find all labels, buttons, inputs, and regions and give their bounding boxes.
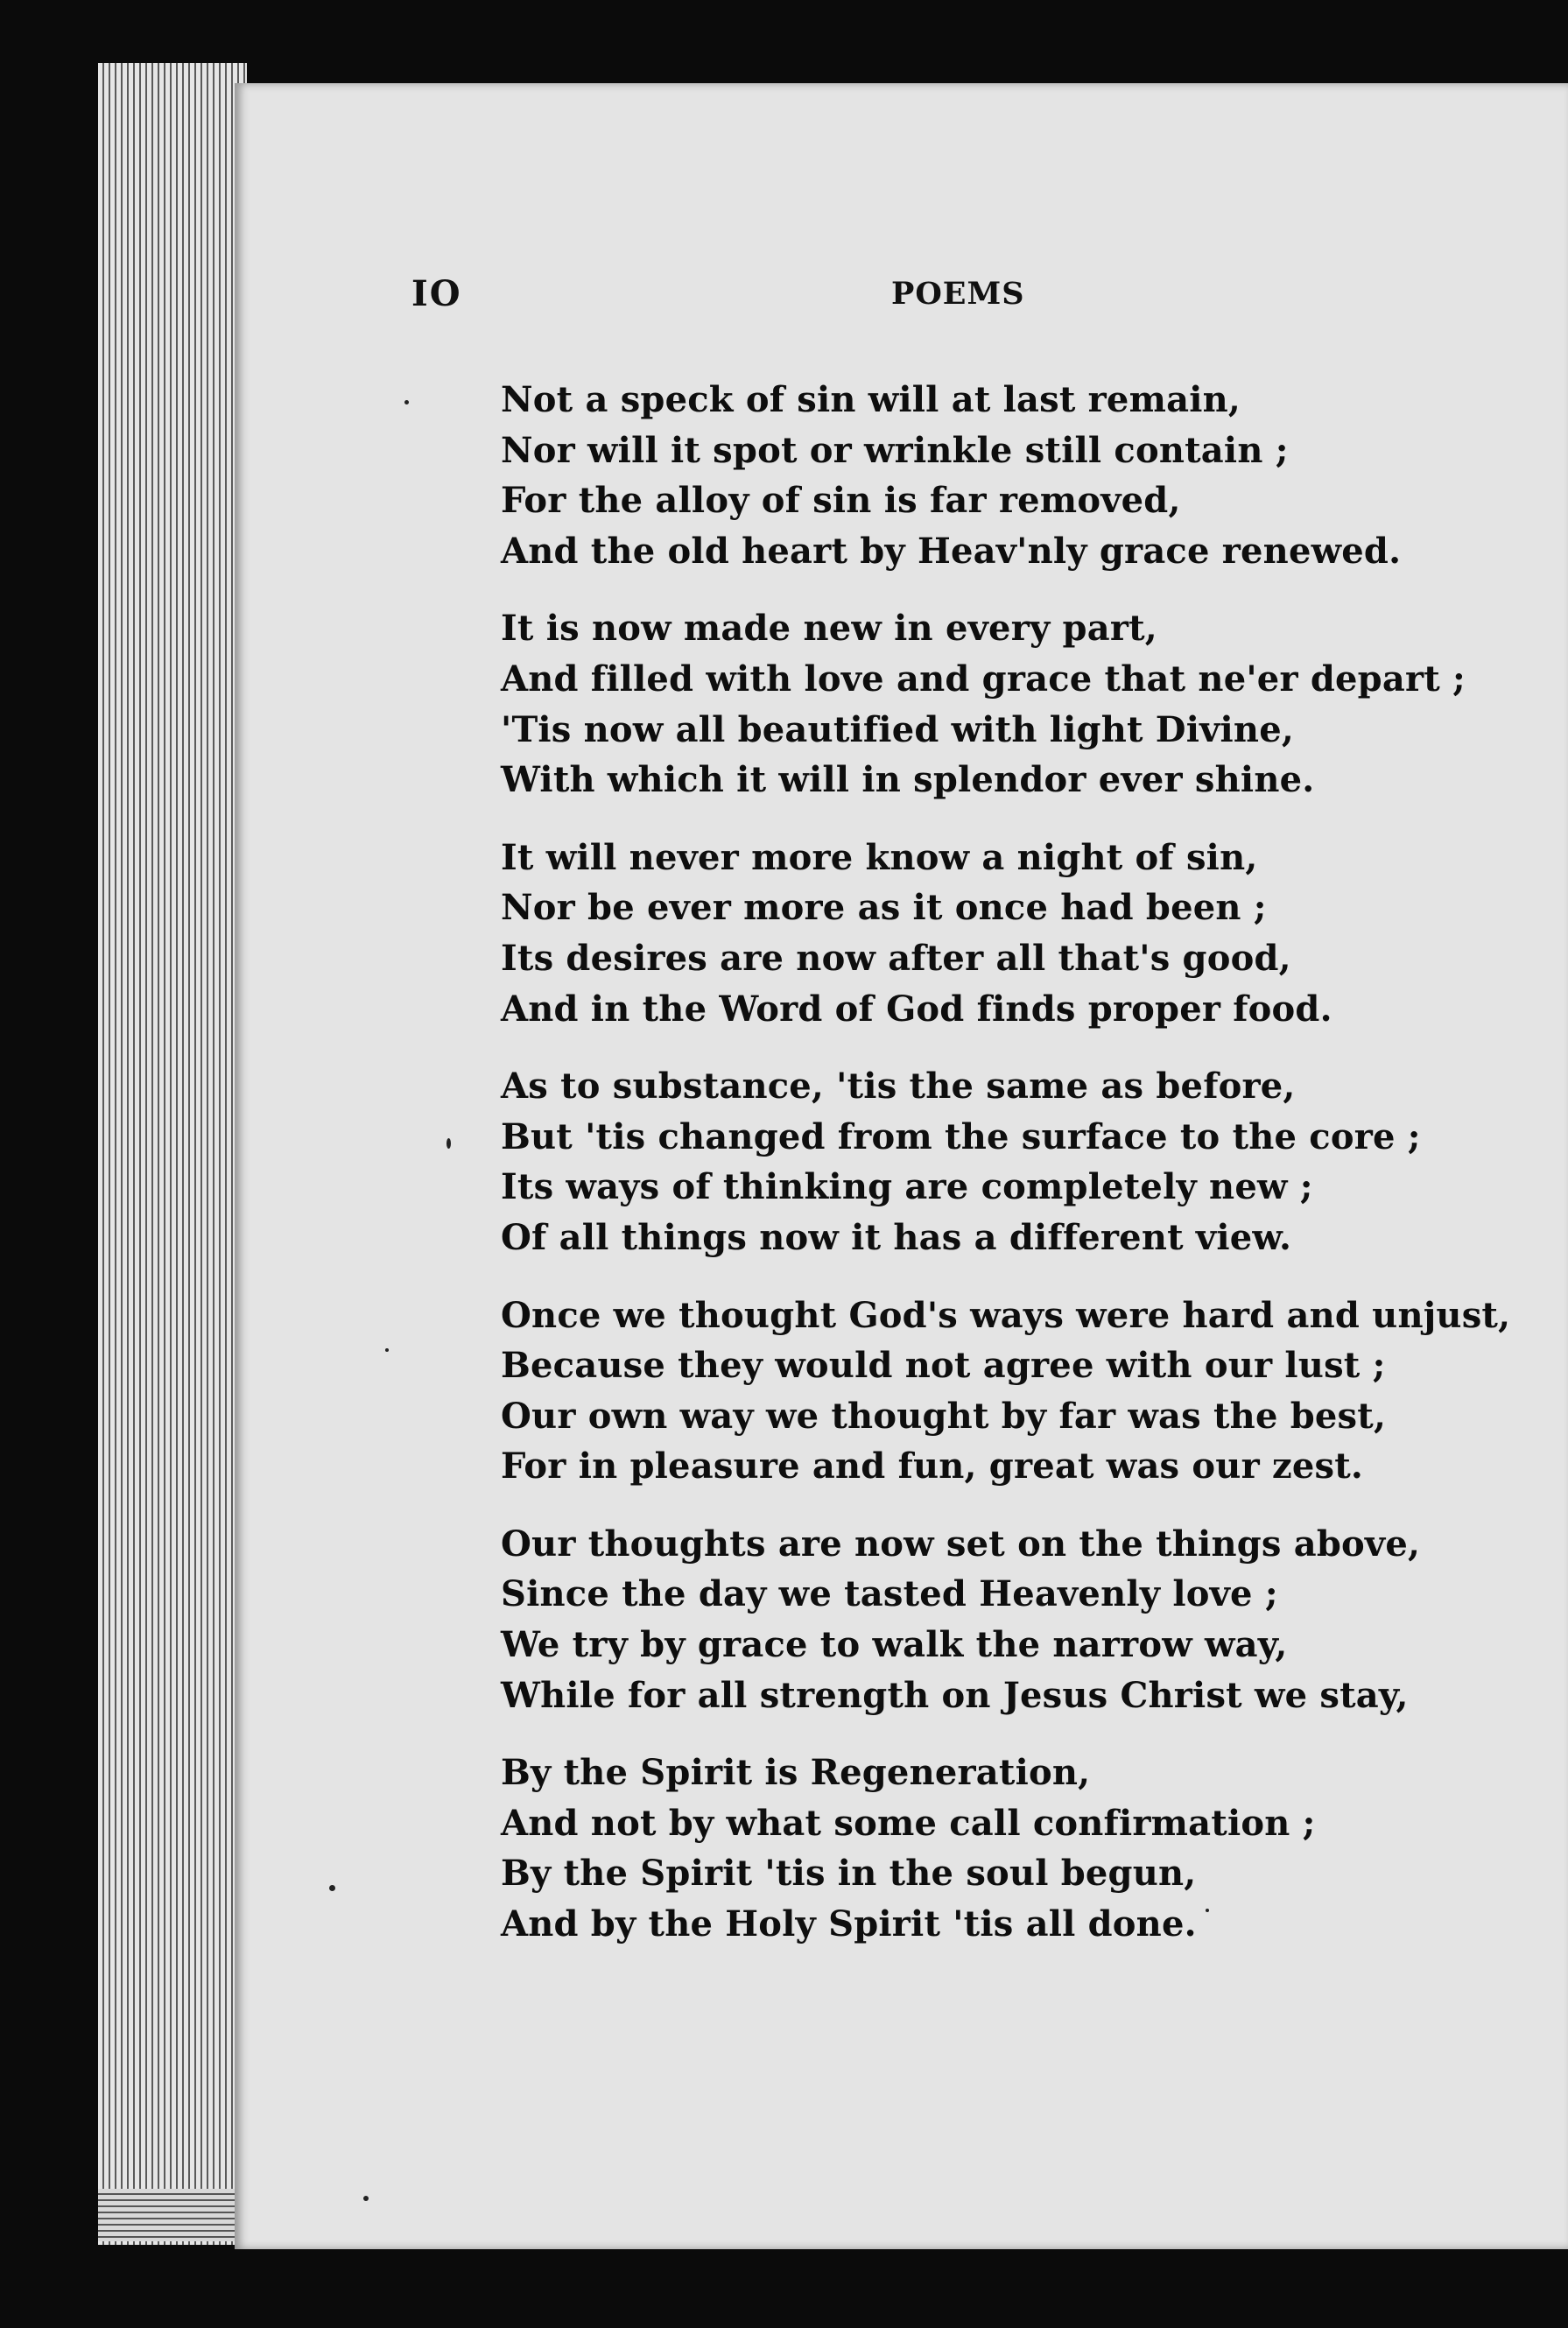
dust-speck [446, 1138, 451, 1149]
poem-line: Not a speck of sin will at last remain, [501, 379, 1241, 420]
poem-line: Once we thought God's ways were hard and unjust, [501, 1294, 1511, 1336]
stanza [501, 375, 1508, 576]
dust-speck [385, 1348, 389, 1352]
dust-speck [404, 400, 409, 404]
poem-line: By the Spirit 'tis in the soul begun, [501, 1853, 1197, 1895]
poem-line: For in pleasure and fun, great was our zest. [501, 1445, 1364, 1488]
poem-line: Its desires are now after all that's good, [501, 937, 1291, 979]
poem-line: But 'tis changed from the surface to the core ; [501, 1115, 1421, 1157]
dust-speck [1206, 1909, 1209, 1912]
poem-line: Since the day we tasted Heavenly love ; [501, 1573, 1278, 1615]
poem-line: And by the Holy Spirit 'tis all done. [501, 1903, 1197, 1945]
page-number: IO [411, 273, 462, 314]
running-head: POEMS [891, 276, 1025, 312]
poem-line: As to substance, 'tis the same as before, [501, 1066, 1296, 1108]
stanza [501, 1061, 1508, 1262]
poem-line: Its ways of thinking are completely new ; [501, 1166, 1313, 1208]
poem-line: And not by what some call confirmation ; [501, 1802, 1316, 1844]
poem-line: Nor be ever more as it once had been ; [501, 887, 1267, 929]
poem-line: By the Spirit is Regeneration, [501, 1752, 1091, 1794]
poem-line: Of all things now it has a different view. [501, 1216, 1292, 1258]
page-edges-stack [98, 63, 247, 2245]
stanza [501, 833, 1508, 1034]
dust-speck [329, 1885, 335, 1891]
poem-line: And in the Word of God finds proper food. [501, 988, 1332, 1030]
poem-line: 'Tis now all beautified with light Divine, [501, 708, 1294, 750]
dust-speck [363, 2196, 369, 2201]
stanza [501, 1748, 1508, 1949]
poem-line: While for all strength on Jesus Christ we stay, [501, 1674, 1409, 1716]
poem-line: Our own way we thought by far was the best, [501, 1395, 1387, 1437]
poem-line: And the old heart by Heav'nly grace renewed. [501, 530, 1402, 572]
poem-line: It will never more know a night of sin, [501, 836, 1258, 878]
poem-line: With which it will in splendor ever shine. [501, 759, 1315, 801]
poem-line: Nor will it spot or wrinkle still contain ; [501, 429, 1289, 471]
poem-line: Our thoughts are now set on the things above, [501, 1523, 1421, 1565]
stanza [501, 1291, 1511, 1492]
poem-line: We try by grace to walk the narrow way, [501, 1624, 1288, 1666]
poem-line: Because they would not agree with our lust ; [501, 1345, 1386, 1387]
poem-body [501, 375, 1511, 1977]
poem-line: For the alloy of sin is far removed, [501, 480, 1181, 522]
poem-line: And filled with love and grace that ne'er depart ; [501, 658, 1466, 700]
stanza [501, 1519, 1508, 1720]
page-edges-bottom [98, 2189, 238, 2241]
stanza [501, 603, 1508, 805]
poem-line: It is now made new in every part, [501, 608, 1157, 650]
